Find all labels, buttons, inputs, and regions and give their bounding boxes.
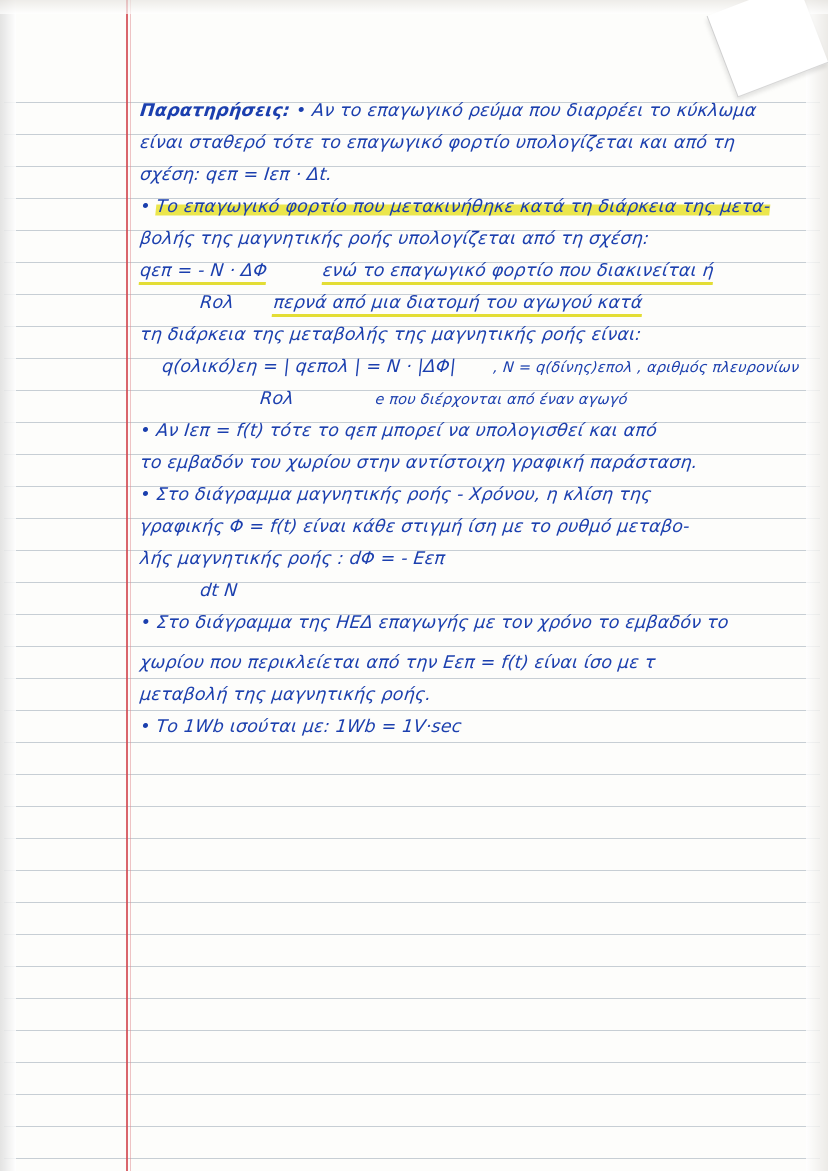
formula-q-ep: qεπ = - Ν · ΔΦ	[139, 261, 269, 285]
note-text: το εμβαδόν του χωρίου στην αντίστοιχη γραφική παράσταση.	[139, 453, 699, 473]
note-bullet: •	[139, 717, 152, 737]
handwritten-notes	[140, 96, 828, 744]
page-shadow-left	[0, 0, 16, 1171]
note-text: σχέση: qεπ = Ιεπ · Δt.	[139, 165, 334, 185]
page-shadow-top	[0, 0, 828, 14]
note-bullet: •	[139, 197, 152, 217]
formula-weber: Το 1Wb ισούται με: 1Wb = 1V·sec	[155, 717, 463, 737]
note-line	[138, 320, 828, 352]
note-line	[138, 256, 828, 288]
note-line	[138, 192, 828, 224]
denominator-rol: Rολ	[199, 293, 235, 313]
note-text: χωρίου που περικλείεται από την Εεπ = f(t) είναι ίσο με τ	[139, 653, 657, 673]
denominator-rol: Rολ	[259, 389, 295, 409]
note-line	[138, 352, 828, 384]
note-text: Αν Ιεπ = f(t) τότε το qεπ μπορεί να υπολογισθεί και από	[155, 421, 659, 441]
note-text: περνά από μια διατομή του αγωγού κατά	[272, 293, 644, 317]
note-line	[138, 712, 828, 744]
note-line	[138, 608, 828, 648]
note-text: ενώ το επαγωγικό φορτίο που διακινείται ή	[321, 261, 715, 285]
formula-dphi-dt: λής μαγνητικής ροής : dΦ = - Εεπ	[139, 549, 447, 569]
note-text: μεταβολή της μαγνητικής ροής.	[139, 685, 433, 705]
note-bullet: •	[139, 421, 152, 441]
note-bullet: •	[139, 485, 152, 505]
note-line	[138, 448, 828, 480]
note-bullet: •	[139, 613, 153, 633]
formula-denominators: dt Ν	[199, 581, 239, 601]
note-bullet: •	[294, 101, 308, 121]
note-line	[138, 512, 828, 544]
note-text: γραφικής Φ = f(t) είναι κάθε στιγμή ίση με το ρυθμό μεταβο-	[139, 517, 691, 537]
note-text: βολής της μαγνητικής ροής υπολογίζεται από τη σχέση:	[139, 229, 651, 249]
note-line	[138, 128, 828, 160]
note-line	[138, 576, 828, 608]
note-text: , Ν = q(δίνης)επολ , αριθμός πλευρονίων	[492, 360, 801, 376]
note-text: Αν το επαγωγικό ρεύμα που διαρρέει το κύκλωμα	[311, 101, 758, 121]
note-text: Στο διάγραμμα μαγνητικής ροής - Χρόνου, η κλίση της	[155, 485, 653, 505]
notes-heading: Παρατηρήσεις:	[139, 101, 292, 121]
margin-rule	[126, 0, 128, 1171]
note-text: e που διέρχονται από έναν αγωγό	[374, 392, 629, 408]
note-text-highlighted: Το επαγωγικό φορτίο που μετακινήθηκε κατά τη διάρκεια της μετα-	[155, 197, 772, 217]
formula-q-total: q(ολικό)εη = | qεπολ | = Ν · |ΔΦ|	[161, 357, 458, 377]
note-line	[138, 96, 828, 128]
note-line	[138, 384, 828, 416]
note-text: είναι σταθερό τότε το επαγωγικό φορτίο υπολογίζεται και από τη	[139, 133, 737, 153]
note-line	[138, 416, 828, 448]
note-line	[138, 480, 828, 512]
note-line	[138, 288, 828, 320]
note-line	[138, 544, 828, 576]
note-line	[138, 224, 828, 256]
note-line	[138, 648, 828, 680]
note-line	[138, 160, 828, 192]
note-text: Στο διάγραμμα της ΗΕΔ επαγωγής με τον χρόνο το εμβαδόν το	[155, 613, 730, 633]
note-text: τη διάρκεια της μεταβολής της μαγνητικής ροής είναι:	[139, 325, 643, 345]
note-line	[138, 680, 828, 712]
margin-rule-secondary	[130, 0, 131, 1171]
